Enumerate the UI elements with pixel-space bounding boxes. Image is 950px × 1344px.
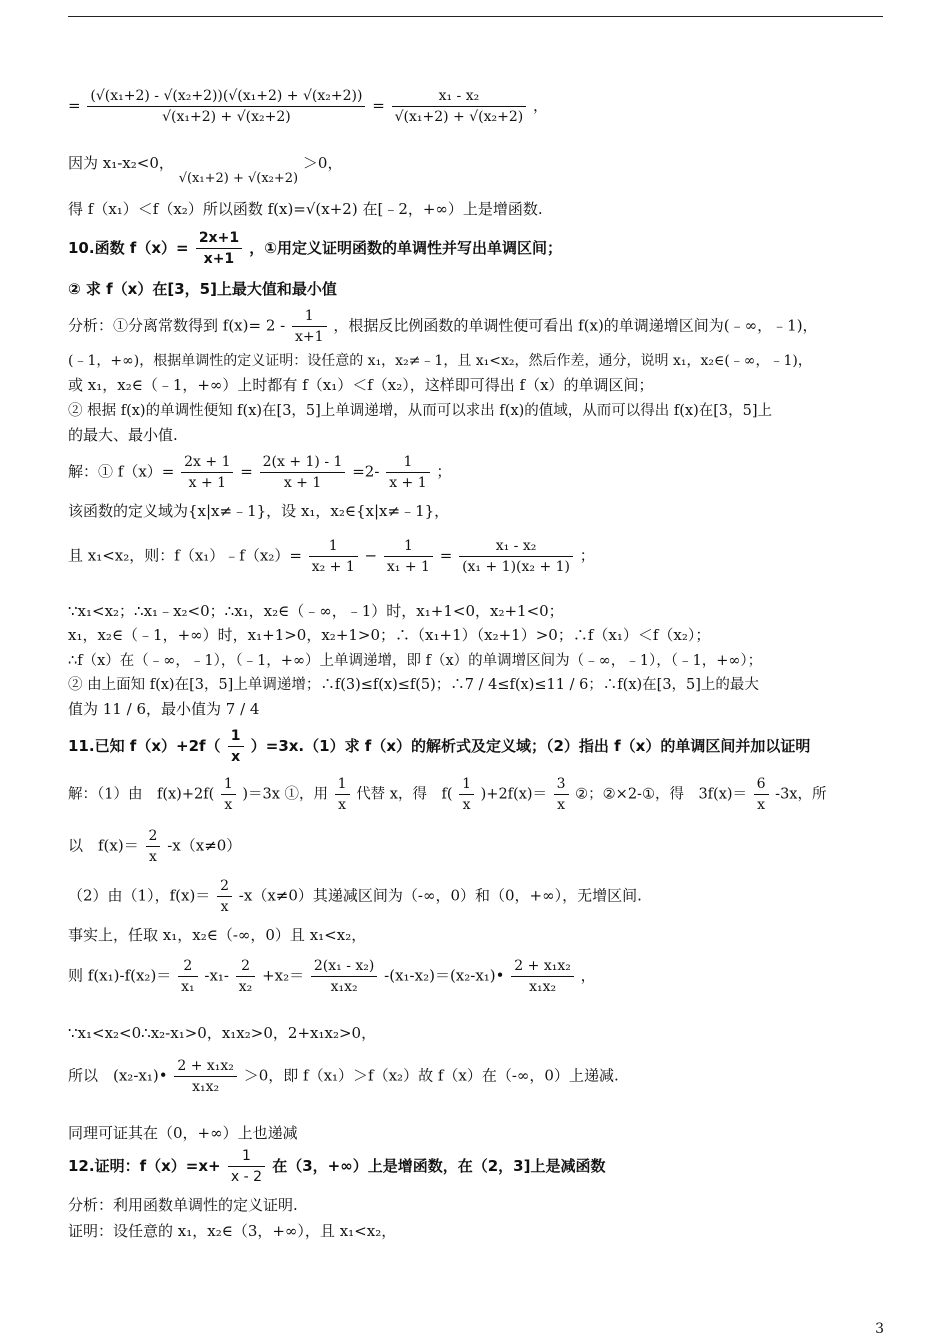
question-11: 11.已知 f（x）+2f（ $\frac{1}{x}$ ）=3x.（1）求 f（x）的解析式及定义域；（2）指出 f（x）的单调区间并加以证明	[68, 728, 811, 765]
solution-10-line2: 该函数的定义域为{x|x≠﹣1}，设 x₁，x₂∈{x|x≠﹣1}，	[68, 502, 450, 520]
solution-10-line8: 值为 11 / 6，最小值为 7 / 4	[68, 700, 260, 718]
solution-11-line7: 所以 (x₂-x₁)• $\frac{\text{2 + x₁x₂}}{\text{x₁x₂}}$ ＞0，即 f（x₁）＞f（x₂）故 f（x）在（-∞，0）上递减.	[68, 1058, 619, 1095]
solution-11-line1: 解：（1）由 f(x)+2f( $\frac{1}{x}$ )＝3x ①，用 $\frac{1}{x}$ 代替 x，得 f( $\frac{1}{x}$ )+2f(x)＝ $\frac{3}{x}$ ②；②×2-①，得 3f(x)＝ $\frac{6}{x}$ -3x，所	[68, 776, 827, 813]
page-number: 3	[875, 1321, 884, 1337]
solution-10-line5: x₁，x₂∈（﹣1，+∞）时，x₁+1>0，x₂+1>0；∴（x₁+1）（x₂+1）>0；∴f（x₁）＜f（x₂）；	[68, 626, 711, 644]
formula-line-0: = $\frac{\text{(√(x₁+2) - √(x₂+2))(√(x₁+2) + √(x₂+2))}}{\text{√(x₁+2) + √(x₂+2)}}$ = $\frac{\text{x₁ - x₂}}{\text{√(x₁+2) + √(x₂+2)}}$ ，	[68, 88, 548, 125]
solution-10-line4: ∵x₁<x₂；∴x₁﹣x₂<0；∴x₁，x₂∈（﹣∞，﹣1）时，x₁+1<0，x₂+1<0；	[68, 602, 564, 620]
question-10: 10.函数 f（x）= $\frac{2x+1}{x+1}$ ，①用定义证明函数的单调性并写出单调区间；	[68, 230, 562, 267]
solution-10-line3: 且 x₁<x₂，则：f（x₁）﹣f（x₂）= $\frac{1}{\text{x₂ + 1}}$ − $\frac{1}{\text{x₁ + 1}}$ = $\frac{\text{x₁ - x₂}}{\text{(x₁ + 1)(x₂ + 1)}}$ ；	[68, 538, 595, 575]
solution-10-line1: 解：① f（x）= $\frac{2x + 1}{x + 1}$ = $\frac{2(x + 1) - 1}{x + 1}$ =2- $\frac{1}{x + 1}$ ；	[68, 454, 452, 491]
solution-11-line3: （2）由（1），f(x)＝ $\frac{2}{x}$ -x（x≠0）其递减区间为（-∞，0）和（0，+∞），无增区间.	[68, 878, 642, 915]
analysis-10-line4: ② 根据 f(x)的单调性便知 f(x)在[3，5]上单调递增，从而可以求出 f(x)的值域，从而可以得出 f(x)在[3，5]上	[68, 403, 773, 419]
text-line-1: 因为 x₁-x₂<0， √(x₁+2) + √(x₂+2) ＞0，	[68, 154, 343, 186]
analysis-12: 分析：利用函数单调性的定义证明.	[68, 1196, 298, 1214]
solution-10-line7: ② 由上面知 f(x)在[3，5]上单调递增；∴f(3)≤f(x)≤f(5)；∴7 / 4≤f(x)≤11 / 6；∴f(x)在[3，5]上的最大	[68, 677, 759, 693]
analysis-10-line1: 分析：①分离常数得到 f(x)= 2 - $\frac{1}{x+1}$ ，根据反比例函数的单调性便可看出 f(x)的单调递增区间为(﹣∞，﹣1)，	[68, 308, 818, 345]
solution-11-line2: 以 f(x)＝ $\frac{2}{x}$ -x（x≠0）	[68, 828, 242, 865]
analysis-10-line3: 或 x₁，x₂∈（﹣1，+∞）上时都有 f（x₁）＜f（x₂），这样即可得出 f（x）的单调区间；	[68, 376, 654, 394]
analysis-10-line2: (﹣1，+∞)，根据单调性的定义证明：设任意的 x₁，x₂≠﹣1，且 x₁<x₂，然后作差，通分，说明 x₁，x₂∈(﹣∞，﹣1)，	[68, 353, 812, 369]
question-10-part2: ② 求 f（x）在[3，5]上最大值和最小值	[68, 280, 337, 298]
solution-11-line8: 同理可证其在（0，+∞）上也递减	[68, 1124, 298, 1142]
solution-11-line4: 事实上，任取 x₁，x₂∈（-∞，0）且 x₁<x₂，	[68, 926, 367, 944]
analysis-10-line5: 的最大、最小值.	[68, 426, 178, 444]
solution-11-line5: 则 f(x₁)-f(x₂)＝ $\frac{2}{\text{x₁}}$ -x₁- $\frac{2}{\text{x₂}}$ +x₂＝ $\frac{\text{2(x₁ - x₂)}}{\text{x₁x₂}}$ -(x₁-x₂)＝(x₂-x₁)• $\frac{\text{2 + x₁x₂}}{\text{x₁x₂}}$ ，	[68, 958, 596, 995]
proof-12-line1: 证明：设任意的 x₁，x₂∈（3，+∞），且 x₁<x₂，	[68, 1222, 397, 1240]
solution-11-line6: ∵x₁<x₂<0∴x₂-x₁>0，x₁x₂>0，2+x₁x₂>0，	[68, 1024, 377, 1042]
text-line-2: 得 f（x₁）＜f（x₂）所以函数 f(x)=√(x+2) 在[﹣2，+∞）上是增函数.	[68, 200, 543, 218]
header-rule	[68, 16, 883, 17]
question-12: 12.证明：f（x）=x+ $\frac{1}{x - 2}$ 在（3，+∞）上是增函数，在（2，3]上是减函数	[68, 1148, 606, 1185]
solution-10-line6: ∴f（x）在（﹣∞，﹣1），（﹣1，+∞）上单调递增，即 f（x）的单调增区间为（﹣∞，﹣1），（﹣1，+∞）；	[68, 653, 763, 669]
